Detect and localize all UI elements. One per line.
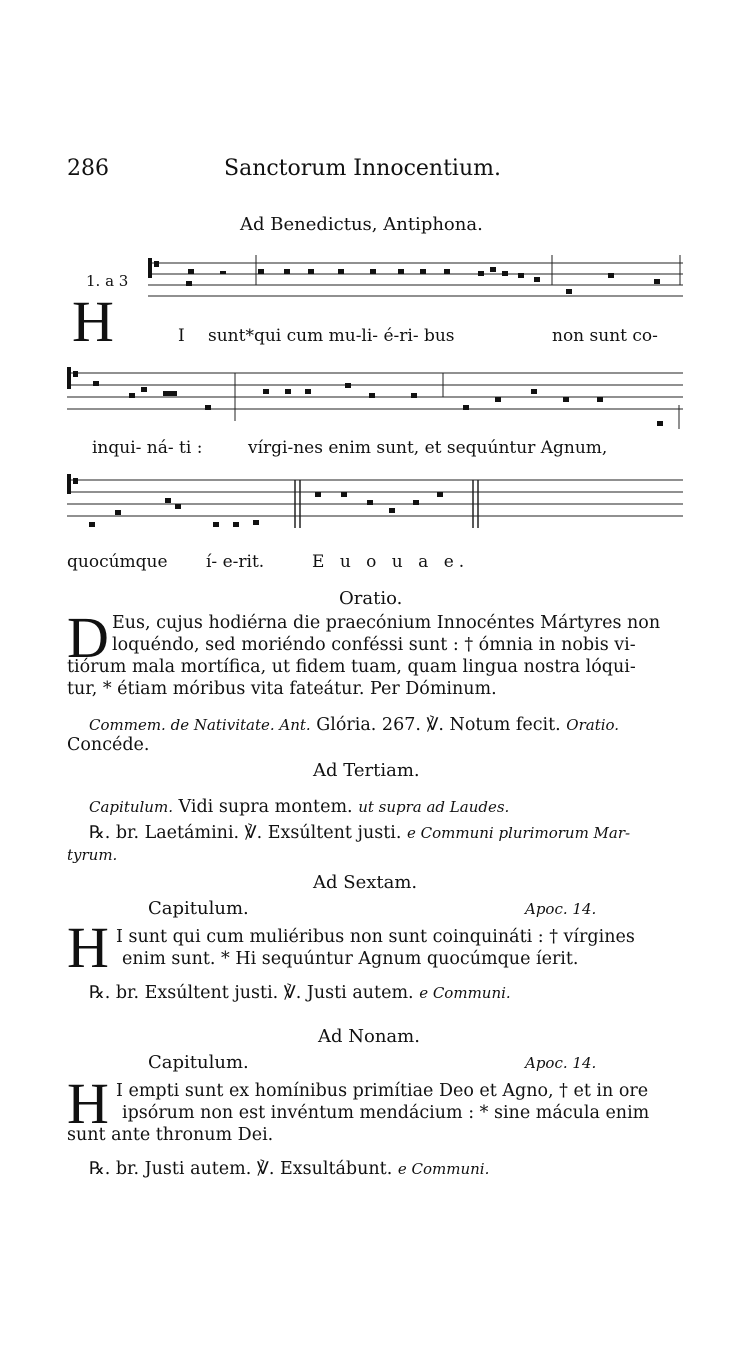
tertia-capitulum-label: Capitulum. [89,798,173,816]
lyric-line2-a: inqui- ná- ti : [92,438,203,458]
oratio-line-2: loquéndo, sed moriéndo conféssi sunt : † ómnia in nobis vi- [112,635,636,655]
nona-line-1: I empti sunt ex homínibus primítiae Deo et Agno, † et in ore [116,1081,649,1101]
sexta-resp [89,982,511,1004]
sexta-capitulum-label: Capitulum. [148,898,249,919]
commem-text: Glória. 267. ℣. Notum fecit. [316,715,561,735]
tertia-capitulum [89,796,509,818]
sexta-ref: Apoc. 14. [525,900,597,918]
sexta-resp-text: Exsúltent justi. ℣. Justi autem. [144,983,414,1003]
nona-resp-text: Justi autem. ℣. Exsultábunt. [144,1159,393,1179]
tertia-resp [89,822,630,844]
antiphon-initial: H [72,289,114,354]
lyric-line1-c: non sunt co- [552,326,658,346]
lyric-line3-b: í- e-rit. [206,552,265,572]
commem-line-2: Concéde. [67,735,150,755]
oratio-line-4: tur, * étiam móribus vita fateátur. Per Dóminum. [67,679,497,699]
commem-line-1 [89,714,619,736]
nona-ref: Apoc. 14. [525,1054,597,1072]
sexta-resp-ref: e Communi. [419,984,511,1002]
nona-title: Ad Nonam. [318,1026,420,1047]
nona-resp-ref: e Communi. [397,1160,490,1178]
sexta-resp-label: ℞. br. [89,983,140,1003]
tertia-resp-ref: e Communi plurimorum Mar- [406,824,631,842]
tertia-resp-ref-cont: tyrum. [67,846,118,864]
mode-label: 1. a 3 [86,272,129,290]
running-title: Sanctorum Innocentium. [224,156,501,181]
nona-line-2: ipsórum non est invéntum mendácium : * sine mácula enim [122,1103,650,1123]
tertia-resp-label: ℞. br. [89,823,140,843]
nona-resp-label: ℞. br. [89,1159,140,1179]
oratio-line-1: Eus, cujus hodiérna die praecónium Innocéntes Mártyres non [112,613,661,633]
tertia-title: Ad Tertiam. [313,760,420,781]
euouae: E u o u a e. [312,552,470,572]
sexta-line-2: enim sunt. * Hi sequúntur Agnum quocúmque íerit. [122,949,579,969]
tertia-capitulum-text: Vidi supra montem. [178,797,353,817]
commem-rubric: Commem. de Nativitate. Ant. [89,716,311,734]
lyric-line1-a: I [178,326,185,346]
chant-staff-1 [148,255,683,315]
nona-line-3: sunt ante thronum Dei. [67,1125,274,1145]
oratio-title: Oratio. [339,588,403,609]
lyric-line3-a: quocúmque [67,552,168,572]
tertia-capitulum-ref: ut supra ad Laudes. [358,798,510,816]
lyric-line2-b: vírgi-nes enim sunt, et sequúntur Agnum, [248,438,608,458]
page-number: 286 [67,156,109,181]
sexta-initial: H [67,915,109,980]
nona-resp [89,1158,489,1180]
oratio-line-3: tiórum mala mortífica, ut fidem tuam, quam lingua nostra lóqui- [67,657,636,677]
chant-staff-3 [67,472,683,534]
nona-capitulum-label: Capitulum. [148,1052,249,1073]
chant-staff-2 [67,365,683,430]
commem-oratio: Oratio. [566,716,620,734]
sexta-title: Ad Sextam. [313,872,418,893]
nona-initial: H [67,1071,109,1136]
lyric-line1-b: sunt*qui cum mu-li- é-ri- bus [208,326,455,346]
oratio-initial: D [67,605,109,670]
antiphon-title: Ad Benedictus, Antiphona. [240,214,483,235]
tertia-resp-text: Laetámini. ℣. Exsúltent justi. [144,823,402,843]
sexta-line-1: I sunt qui cum muliéribus non sunt coinquináti : † vírgines [116,927,635,947]
